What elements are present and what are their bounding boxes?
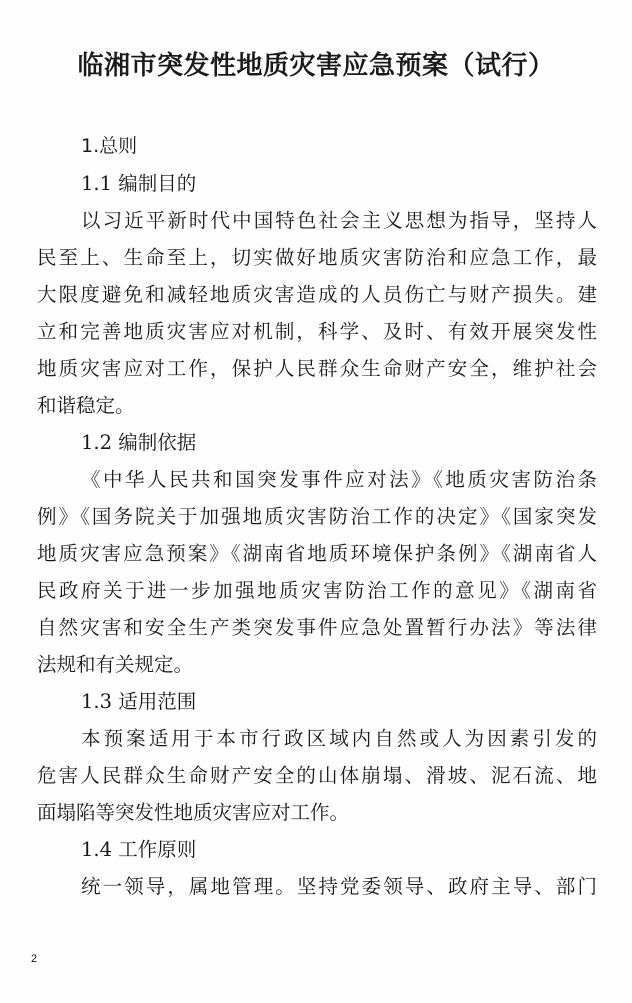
paragraph-line: 自然灾害和安全生产类突发事件应急处置暂行办法》等法律 bbox=[37, 616, 597, 639]
paragraph-line: 本预案适用于本市行政区域内自然或人为因素引发的 bbox=[81, 727, 597, 750]
paragraph-line: 立和完善地质灾害应对机制，科学、及时、有效开展突发性 bbox=[37, 320, 597, 343]
paragraph-line: 危害人民群众生命财产安全的山体崩塌、滑坡、泥石流、地 bbox=[37, 764, 597, 787]
paragraph-line: 统一领导，属地管理。坚持党委领导、政府主导、部门 bbox=[81, 875, 597, 898]
paragraph-line: 《中华人民共和国突发事件应对法》《地质灾害防治条 bbox=[81, 468, 597, 491]
paragraph-line: 大限度避免和减轻地质灾害造成的人员伤亡与财产损失。建 bbox=[37, 283, 597, 306]
paragraph-line: 以习近平新时代中国特色社会主义思想为指导，坚持人 bbox=[81, 209, 597, 232]
paragraph-line: 地质灾害应急预案》《湖南省地质环境保护条例》《湖南省人 bbox=[37, 542, 597, 565]
paragraph-line: 面塌陷等突发性地质灾害应对工作。 bbox=[37, 801, 350, 824]
document-title: 临湘市突发性地质灾害应急预案（试行） bbox=[77, 51, 555, 81]
paragraph-line: 和谐稳定。 bbox=[37, 394, 135, 417]
section-heading-1-3: 1.3 适用范围 bbox=[81, 690, 197, 713]
section-heading-1-4: 1.4 工作原则 bbox=[81, 838, 197, 861]
document-body bbox=[37, 128, 597, 905]
paragraph-line: 地质灾害应对工作，保护人民群众生命财产安全，维护社会 bbox=[37, 357, 597, 380]
section-heading-1-2: 1.2 编制依据 bbox=[81, 431, 197, 454]
paragraph-line: 民政府关于进一步加强地质灾害防治工作的意见》《湖南省 bbox=[37, 579, 597, 602]
paragraph-line: 民至上、生命至上，切实做好地质灾害防治和应急工作，最 bbox=[37, 246, 597, 269]
section-heading-1-1: 1.1 编制目的 bbox=[81, 172, 197, 195]
paragraph-line: 法规和有关规定。 bbox=[37, 653, 194, 676]
paragraph-line: 例》《国务院关于加强地质灾害防治工作的决定》《国家突发 bbox=[37, 505, 597, 528]
section-heading-1: 1.总则 bbox=[81, 135, 138, 157]
page-number: 2 bbox=[31, 953, 38, 965]
